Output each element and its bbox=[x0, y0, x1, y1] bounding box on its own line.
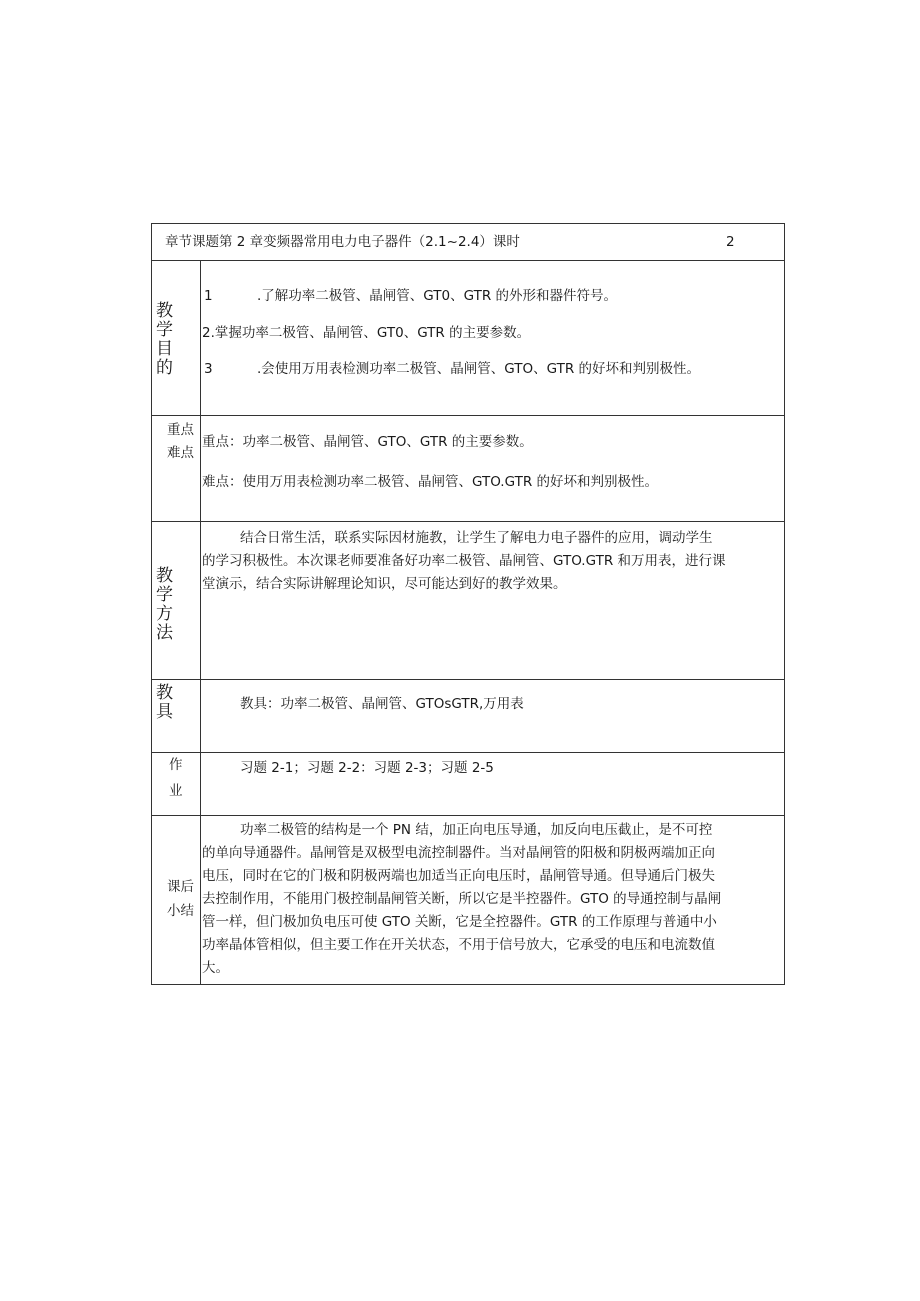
summary-label bbox=[152, 816, 201, 984]
summary-row bbox=[152, 816, 784, 984]
method-line: 结合日常生活，联系实际因材施教，让学生了解电力电子器件的应用，调动学生 bbox=[240, 530, 713, 546]
summary-content bbox=[201, 816, 784, 984]
keypoints-label bbox=[152, 416, 201, 521]
objective-num: 3 bbox=[204, 361, 213, 377]
method-label bbox=[152, 522, 201, 679]
label-char: 教 bbox=[156, 683, 173, 703]
keypoints-row bbox=[152, 416, 784, 522]
method-row bbox=[152, 522, 784, 680]
label-line: 重点 bbox=[167, 422, 194, 438]
label-char: 教 bbox=[156, 566, 173, 586]
objectives-content bbox=[201, 261, 784, 415]
label-char: 的 bbox=[156, 358, 173, 378]
label-char: 教 bbox=[156, 301, 173, 321]
lesson-plan-table bbox=[151, 223, 785, 985]
homework-content bbox=[201, 753, 784, 815]
objectives-row bbox=[152, 261, 784, 416]
method-content bbox=[201, 522, 784, 679]
header-row bbox=[152, 224, 784, 261]
label-char: 作 bbox=[169, 757, 183, 773]
method-line: 的学习积极性。本次课老师要准备好功率二极管、晶闸管、GTO.GTR 和万用表，进行课 bbox=[202, 553, 726, 569]
label-char: 学 bbox=[156, 320, 173, 340]
label-line: 小结 bbox=[167, 903, 194, 919]
label-char: 法 bbox=[156, 623, 173, 643]
summary-line: 去控制作用，不能用门极控制晶闸管关断，所以它是半控器件。GTO 的导通控制与晶闸 bbox=[202, 891, 722, 907]
summary-line: 大。 bbox=[202, 960, 229, 976]
label-char: 具 bbox=[156, 702, 173, 722]
label-char: 学 bbox=[156, 585, 173, 605]
summary-line: 的单向导通器件。晶闸管是双极型电流控制器件。当对晶闸管的阳极和阴极两端加正向 bbox=[202, 845, 715, 861]
label-char: 业 bbox=[169, 783, 183, 799]
homework-row bbox=[152, 753, 784, 816]
label-char: 目 bbox=[156, 339, 173, 359]
tools-label bbox=[152, 680, 201, 752]
label-line: 课后 bbox=[167, 879, 194, 895]
homework-text: 习题 2-1；习题 2-2：习题 2-3；习题 2-5 bbox=[240, 760, 494, 776]
difficult-point: 难点：使用万用表检测功率二极管、晶闸管、GTO.GTR 的好坏和判别极性。 bbox=[202, 474, 658, 490]
class-hours: 2 bbox=[726, 234, 735, 250]
homework-label bbox=[152, 753, 201, 815]
objectives-label bbox=[152, 261, 201, 415]
method-line: 堂演示，结合实际讲解理论知识，尽可能达到好的教学效果。 bbox=[202, 576, 567, 592]
key-point: 重点：功率二极管、晶闸管、GTO、GTR 的主要参数。 bbox=[202, 434, 533, 450]
tools-row bbox=[152, 680, 784, 753]
objective-num: 1 bbox=[204, 288, 213, 304]
summary-line: 电压，同时在它的门极和阴极两端也加适当正向电压时，晶闸管导通。但导通后门极失 bbox=[202, 868, 715, 884]
objective-item: 2.掌握功率二极管、晶闸管、GT0、GTR 的主要参数。 bbox=[202, 325, 531, 341]
objective-item: .会使用万用表检测功率二极管、晶闸管、GTO、GTR 的好坏和判别极性。 bbox=[257, 361, 701, 377]
tools-text: 教具：功率二极管、晶闸管、GTOsGTR,万用表 bbox=[240, 696, 524, 712]
label-line: 难点 bbox=[167, 445, 194, 461]
chapter-title: 章节课题第 2 章变频器常用电力电子器件（2.1~2.4）课时 bbox=[165, 234, 520, 250]
summary-line: 管一样，但门极加负电压可使 GTO 关断，它是全控器件。GTR 的工作原理与普通中小 bbox=[202, 914, 717, 930]
summary-line: 功率二极管的结构是一个 PN 结，加正向电压导通，加反向电压截止，是不可控 bbox=[240, 822, 713, 838]
objective-item: .了解功率二极管、晶闸管、GT0、GTR 的外形和器件符号。 bbox=[257, 288, 618, 304]
summary-line: 功率晶体管相似，但主要工作在开关状态，不用于信号放大，它承受的电压和电流数值 bbox=[202, 937, 715, 953]
label-char: 方 bbox=[156, 604, 173, 624]
keypoints-content bbox=[201, 416, 784, 521]
tools-content bbox=[201, 680, 784, 752]
